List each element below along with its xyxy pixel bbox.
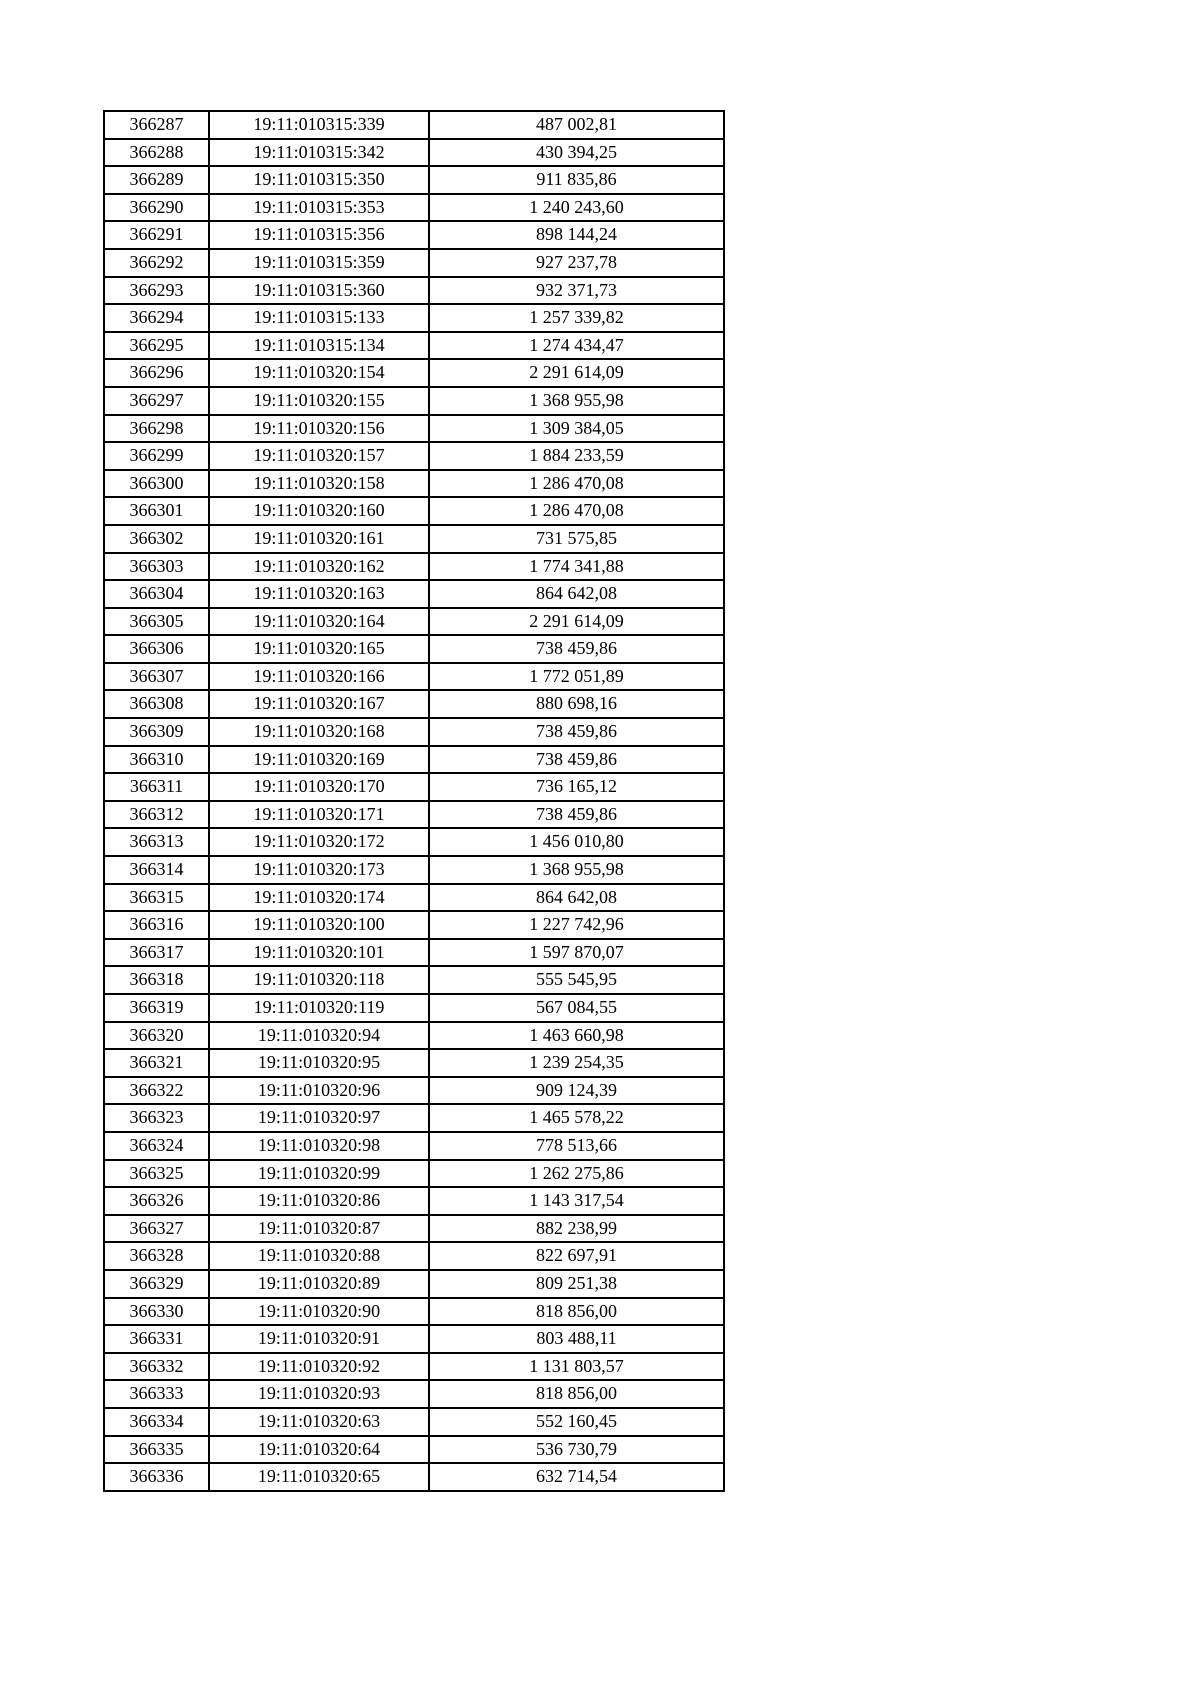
cadastral-number-cell: 19:11:010320:90	[209, 1298, 429, 1326]
cadastral-number-cell: 19:11:010315:342	[209, 139, 429, 167]
row-number-cell: 366325	[104, 1160, 209, 1188]
row-number-cell: 366308	[104, 690, 209, 718]
cadastral-number-cell: 19:11:010320:95	[209, 1049, 429, 1077]
value-cell: 430 394,25	[429, 139, 724, 167]
table-row	[104, 1353, 724, 1381]
row-number-cell: 366312	[104, 801, 209, 829]
cadastral-number-cell: 19:11:010320:64	[209, 1436, 429, 1464]
table-row	[104, 1436, 724, 1464]
table-row	[104, 1187, 724, 1215]
row-number-cell: 366322	[104, 1077, 209, 1105]
cadastral-number-cell: 19:11:010320:99	[209, 1160, 429, 1188]
table-row	[104, 1104, 724, 1132]
value-cell: 731 575,85	[429, 525, 724, 553]
row-number-cell: 366326	[104, 1187, 209, 1215]
row-number-cell: 366293	[104, 277, 209, 305]
cadastral-number-cell: 19:11:010315:360	[209, 277, 429, 305]
row-number-cell: 366291	[104, 221, 209, 249]
table-row	[104, 1132, 724, 1160]
cadastral-number-cell: 19:11:010320:160	[209, 497, 429, 525]
row-number-cell: 366301	[104, 497, 209, 525]
value-cell: 898 144,24	[429, 221, 724, 249]
value-cell: 822 697,91	[429, 1242, 724, 1270]
row-number-cell: 366335	[104, 1436, 209, 1464]
value-cell: 864 642,08	[429, 884, 724, 912]
table-row	[104, 1242, 724, 1270]
value-cell: 1 227 742,96	[429, 911, 724, 939]
value-cell: 1 240 243,60	[429, 194, 724, 222]
cadastral-number-cell: 19:11:010320:100	[209, 911, 429, 939]
table-row	[104, 249, 724, 277]
row-number-cell: 366316	[104, 911, 209, 939]
cadastral-number-cell: 19:11:010320:173	[209, 856, 429, 884]
table-row	[104, 553, 724, 581]
row-number-cell: 366292	[104, 249, 209, 277]
table-row	[104, 1022, 724, 1050]
cadastral-number-cell: 19:11:010320:172	[209, 828, 429, 856]
table-row	[104, 277, 724, 305]
cadastral-number-cell: 19:11:010320:154	[209, 359, 429, 387]
value-cell: 809 251,38	[429, 1270, 724, 1298]
row-number-cell: 366332	[104, 1353, 209, 1381]
row-number-cell: 366331	[104, 1325, 209, 1353]
table-row	[104, 1298, 724, 1326]
row-number-cell: 366324	[104, 1132, 209, 1160]
row-number-cell: 366328	[104, 1242, 209, 1270]
row-number-cell: 366314	[104, 856, 209, 884]
value-cell: 555 545,95	[429, 966, 724, 994]
value-cell: 736 165,12	[429, 773, 724, 801]
row-number-cell: 366313	[104, 828, 209, 856]
table-row	[104, 470, 724, 498]
row-number-cell: 366290	[104, 194, 209, 222]
value-cell: 487 002,81	[429, 111, 724, 139]
table-row	[104, 828, 724, 856]
row-number-cell: 366298	[104, 415, 209, 443]
cadastral-number-cell: 19:11:010320:94	[209, 1022, 429, 1050]
row-number-cell: 366296	[104, 359, 209, 387]
value-cell: 1 286 470,08	[429, 497, 724, 525]
row-number-cell: 366297	[104, 387, 209, 415]
cadastral-number-cell: 19:11:010320:97	[209, 1104, 429, 1132]
value-cell: 909 124,39	[429, 1077, 724, 1105]
table-row	[104, 966, 724, 994]
cadastral-number-cell: 19:11:010320:156	[209, 415, 429, 443]
table-row	[104, 635, 724, 663]
value-cell: 882 238,99	[429, 1215, 724, 1243]
cadastral-number-cell: 19:11:010320:119	[209, 994, 429, 1022]
value-cell: 2 291 614,09	[429, 608, 724, 636]
row-number-cell: 366336	[104, 1463, 209, 1491]
value-cell: 1 465 578,22	[429, 1104, 724, 1132]
row-number-cell: 366303	[104, 553, 209, 581]
cadastral-number-cell: 19:11:010320:162	[209, 553, 429, 581]
table-row	[104, 773, 724, 801]
table-row	[104, 415, 724, 443]
table-row	[104, 304, 724, 332]
cadastral-number-cell: 19:11:010320:169	[209, 746, 429, 774]
cadastral-number-cell: 19:11:010320:170	[209, 773, 429, 801]
value-cell: 818 856,00	[429, 1380, 724, 1408]
table-body	[104, 111, 724, 1491]
table-row	[104, 911, 724, 939]
cadastral-number-cell: 19:11:010320:158	[209, 470, 429, 498]
cadastral-number-cell: 19:11:010320:86	[209, 1187, 429, 1215]
value-cell: 1 463 660,98	[429, 1022, 724, 1050]
table-row	[104, 442, 724, 470]
cadastral-number-cell: 19:11:010320:92	[209, 1353, 429, 1381]
cadastral-number-cell: 19:11:010320:91	[209, 1325, 429, 1353]
cadastral-number-cell: 19:11:010320:87	[209, 1215, 429, 1243]
table-row	[104, 718, 724, 746]
value-cell: 1 143 317,54	[429, 1187, 724, 1215]
value-cell: 1 774 341,88	[429, 553, 724, 581]
value-cell: 1 368 955,98	[429, 387, 724, 415]
table-row	[104, 497, 724, 525]
table-row	[104, 1215, 724, 1243]
table-row	[104, 332, 724, 360]
cadastral-number-cell: 19:11:010320:63	[209, 1408, 429, 1436]
table-row	[104, 608, 724, 636]
value-cell: 738 459,86	[429, 635, 724, 663]
row-number-cell: 366295	[104, 332, 209, 360]
table-row	[104, 994, 724, 1022]
row-number-cell: 366319	[104, 994, 209, 1022]
row-number-cell: 366320	[104, 1022, 209, 1050]
value-cell: 911 835,86	[429, 166, 724, 194]
value-cell: 1 257 339,82	[429, 304, 724, 332]
table-row	[104, 1380, 724, 1408]
row-number-cell: 366299	[104, 442, 209, 470]
cadastral-number-cell: 19:11:010315:339	[209, 111, 429, 139]
value-cell: 932 371,73	[429, 277, 724, 305]
value-cell: 1 597 870,07	[429, 939, 724, 967]
table-row	[104, 1325, 724, 1353]
table-row	[104, 580, 724, 608]
table-row	[104, 746, 724, 774]
row-number-cell: 366310	[104, 746, 209, 774]
cadastral-number-cell: 19:11:010320:163	[209, 580, 429, 608]
table-row	[104, 166, 724, 194]
value-cell: 818 856,00	[429, 1298, 724, 1326]
value-cell: 1 884 233,59	[429, 442, 724, 470]
cadastral-number-cell: 19:11:010320:174	[209, 884, 429, 912]
cadastral-value-table	[103, 110, 725, 1492]
value-cell: 1 456 010,80	[429, 828, 724, 856]
cadastral-number-cell: 19:11:010320:118	[209, 966, 429, 994]
row-number-cell: 366305	[104, 608, 209, 636]
table-row	[104, 111, 724, 139]
table-row	[104, 1077, 724, 1105]
cadastral-number-cell: 19:11:010320:155	[209, 387, 429, 415]
cadastral-number-cell: 19:11:010320:98	[209, 1132, 429, 1160]
row-number-cell: 366307	[104, 663, 209, 691]
table-row	[104, 194, 724, 222]
value-cell: 738 459,86	[429, 718, 724, 746]
value-cell: 1 274 434,47	[429, 332, 724, 360]
row-number-cell: 366315	[104, 884, 209, 912]
value-cell: 1 286 470,08	[429, 470, 724, 498]
value-cell: 2 291 614,09	[429, 359, 724, 387]
row-number-cell: 366311	[104, 773, 209, 801]
row-number-cell: 366294	[104, 304, 209, 332]
value-cell: 1 262 275,86	[429, 1160, 724, 1188]
value-cell: 536 730,79	[429, 1436, 724, 1464]
row-number-cell: 366287	[104, 111, 209, 139]
table-row	[104, 884, 724, 912]
cadastral-number-cell: 19:11:010320:165	[209, 635, 429, 663]
value-cell: 1 309 384,05	[429, 415, 724, 443]
cadastral-number-cell: 19:11:010320:168	[209, 718, 429, 746]
cadastral-number-cell: 19:11:010320:161	[209, 525, 429, 553]
row-number-cell: 366309	[104, 718, 209, 746]
row-number-cell: 366333	[104, 1380, 209, 1408]
cadastral-number-cell: 19:11:010320:157	[209, 442, 429, 470]
cadastral-number-cell: 19:11:010320:93	[209, 1380, 429, 1408]
cadastral-number-cell: 19:11:010315:134	[209, 332, 429, 360]
table-row	[104, 939, 724, 967]
table-row	[104, 663, 724, 691]
row-number-cell: 366306	[104, 635, 209, 663]
row-number-cell: 366300	[104, 470, 209, 498]
cadastral-number-cell: 19:11:010320:164	[209, 608, 429, 636]
cadastral-number-cell: 19:11:010315:356	[209, 221, 429, 249]
row-number-cell: 366317	[104, 939, 209, 967]
row-number-cell: 366289	[104, 166, 209, 194]
row-number-cell: 366329	[104, 1270, 209, 1298]
row-number-cell: 366302	[104, 525, 209, 553]
cadastral-number-cell: 19:11:010315:133	[209, 304, 429, 332]
table-row	[104, 801, 724, 829]
table-row	[104, 1463, 724, 1491]
row-number-cell: 366327	[104, 1215, 209, 1243]
value-cell: 927 237,78	[429, 249, 724, 277]
cadastral-number-cell: 19:11:010320:171	[209, 801, 429, 829]
row-number-cell: 366323	[104, 1104, 209, 1132]
table-row	[104, 139, 724, 167]
table-row	[104, 221, 724, 249]
cadastral-number-cell: 19:11:010315:350	[209, 166, 429, 194]
cadastral-number-cell: 19:11:010320:65	[209, 1463, 429, 1491]
value-cell: 1 131 803,57	[429, 1353, 724, 1381]
table-row	[104, 1270, 724, 1298]
value-cell: 738 459,86	[429, 746, 724, 774]
value-cell: 880 698,16	[429, 690, 724, 718]
cadastral-number-cell: 19:11:010320:88	[209, 1242, 429, 1270]
table-row	[104, 856, 724, 884]
row-number-cell: 366318	[104, 966, 209, 994]
value-cell: 1 368 955,98	[429, 856, 724, 884]
table-row	[104, 1049, 724, 1077]
value-cell: 632 714,54	[429, 1463, 724, 1491]
table-row	[104, 525, 724, 553]
value-cell: 1 239 254,35	[429, 1049, 724, 1077]
row-number-cell: 366304	[104, 580, 209, 608]
table-row	[104, 1160, 724, 1188]
cadastral-number-cell: 19:11:010315:359	[209, 249, 429, 277]
value-cell: 552 160,45	[429, 1408, 724, 1436]
cadastral-number-cell: 19:11:010320:89	[209, 1270, 429, 1298]
value-cell: 864 642,08	[429, 580, 724, 608]
cadastral-number-cell: 19:11:010320:167	[209, 690, 429, 718]
table-row	[104, 1408, 724, 1436]
value-cell: 778 513,66	[429, 1132, 724, 1160]
value-cell: 738 459,86	[429, 801, 724, 829]
row-number-cell: 366330	[104, 1298, 209, 1326]
cadastral-number-cell: 19:11:010315:353	[209, 194, 429, 222]
cadastral-number-cell: 19:11:010320:166	[209, 663, 429, 691]
row-number-cell: 366334	[104, 1408, 209, 1436]
table-row	[104, 387, 724, 415]
value-cell: 1 772 051,89	[429, 663, 724, 691]
value-cell: 803 488,11	[429, 1325, 724, 1353]
value-cell: 567 084,55	[429, 994, 724, 1022]
table-row	[104, 690, 724, 718]
table-row	[104, 359, 724, 387]
row-number-cell: 366288	[104, 139, 209, 167]
cadastral-number-cell: 19:11:010320:101	[209, 939, 429, 967]
cadastral-number-cell: 19:11:010320:96	[209, 1077, 429, 1105]
row-number-cell: 366321	[104, 1049, 209, 1077]
